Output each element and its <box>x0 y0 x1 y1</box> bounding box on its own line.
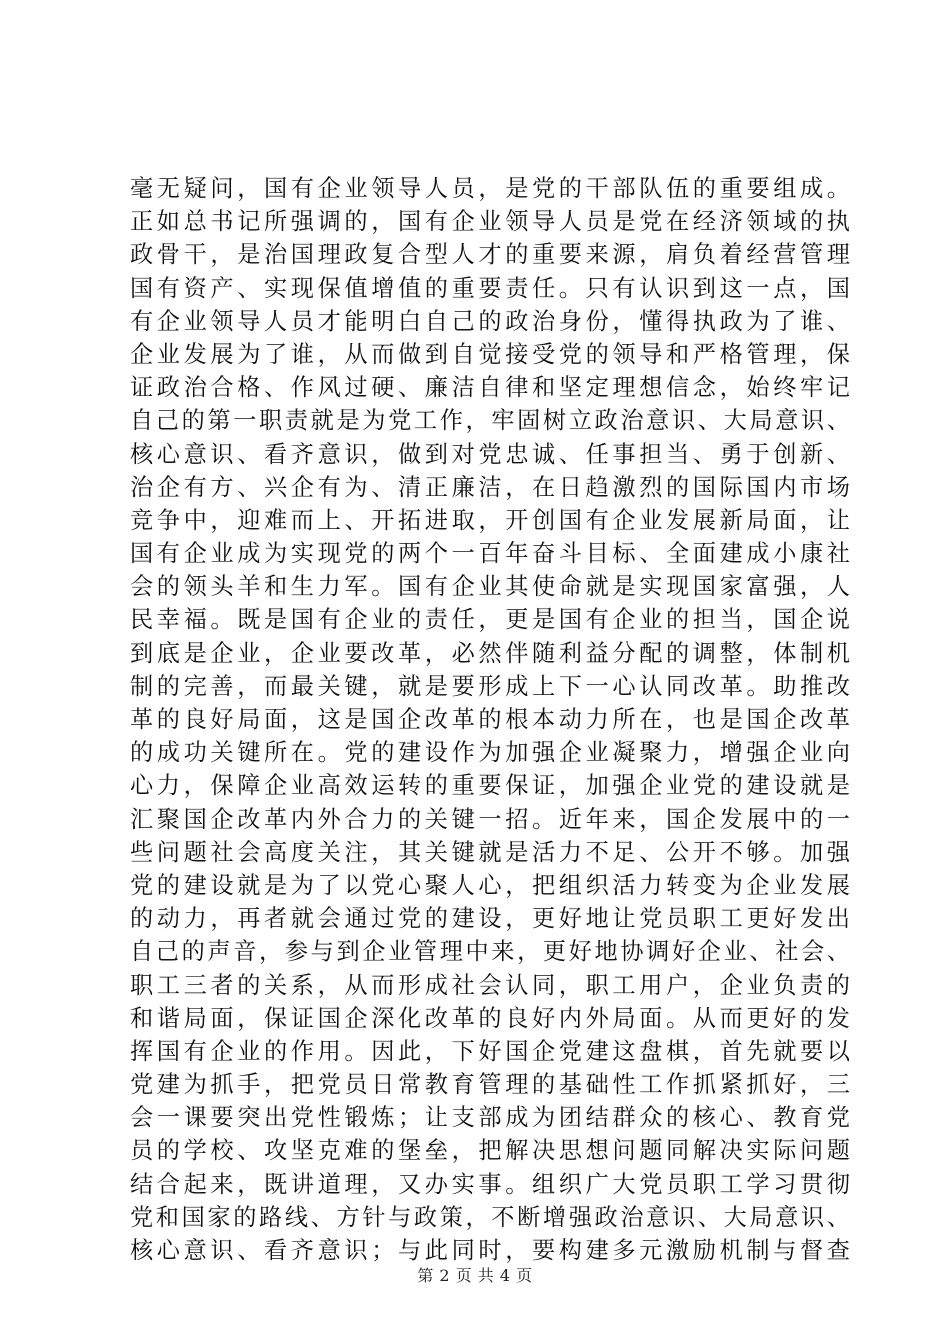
text-line: 到底是企业，企业要改革，必然伴随利益分配的调整，体制机 <box>130 639 850 667</box>
text-line: 治企有方、兴企有为、清正廉洁，在日趋激烈的国际国内市场 <box>130 473 850 501</box>
text-line: 国有企业成为实现党的两个一百年奋斗目标、全面建成小康社 <box>130 540 850 568</box>
text-line: 汇聚国企改革内外合力的关键一招。近年来，国企发展中的一 <box>130 805 850 833</box>
text-line: 制的完善，而最关键，就是要形成上下一心认同改革。助推改 <box>130 672 850 700</box>
text-line: 革的良好局面，这是国企改革的根本动力所在，也是国企改革 <box>130 706 850 733</box>
text-line: 核心意识、看齐意识，做到对党忠诚、任事担当、勇于创新、 <box>130 440 850 468</box>
text-line: 民幸福。既是国有企业的责任，更是国有企业的担当，国企说 <box>130 606 850 634</box>
text-line: 和谐局面，保证国企深化改革的良好内外局面。从而更好的发 <box>130 1004 850 1032</box>
text-line: 职工三者的关系，从而形成社会认同，职工用户，企业负责的 <box>130 971 850 999</box>
text-line: 竞争中，迎难而上、开拓进取，开创国有企业发展新局面，让 <box>130 506 850 534</box>
text-line: 些问题社会高度关注，其关键就是活力不足、公开不够。加强 <box>130 838 850 866</box>
text-line: 有企业领导人员才能明白自己的政治身份，懂得执政为了谁、 <box>130 307 850 335</box>
text-line: 核心意识、看齐意识；与此同时，要构建多元激励机制与督查 <box>130 1237 850 1264</box>
text-line: 企业发展为了谁，从而做到自觉接受党的领导和严格管理，保 <box>130 340 850 368</box>
text-line: 党和国家的路线、方针与政策，不断增强政治意识、大局意识、 <box>130 1203 850 1231</box>
text-line: 员的学校、攻坚克难的堡垒，把解决思想问题同解决实际问题 <box>130 1137 850 1165</box>
text-line: 国有资产、实现保值增值的重要责任。只有认识到这一点，国 <box>130 274 850 302</box>
text-line: 自己的第一职责就是为党工作，牢固树立政治意识、大局意识、 <box>130 407 850 435</box>
text-line: 心力，保障企业高效运转的重要保证，加强企业党的建设就是 <box>130 772 850 800</box>
text-line: 结合起来，既讲道理，又办实事。组织广大党员职工学习贯彻 <box>130 1170 850 1198</box>
text-line: 毫无疑问，国有企业领导人员，是党的干部队伍的重要组成。 <box>130 175 850 202</box>
text-line: 正如总书记所强调的，国有企业领导人员是党在经济领域的执 <box>130 208 850 236</box>
text-line: 会的领头羊和生力军。国有企业其使命就是实现国家富强，人 <box>130 573 850 601</box>
page-number-footer: 第 2 页 共 4 页 <box>417 1266 533 1285</box>
text-line: 的动力，再者就会通过党的建设，更好地让党员职工更好发出 <box>130 905 850 933</box>
text-line: 的成功关键所在。党的建设作为加强企业凝聚力，增强企业向 <box>130 739 850 767</box>
body-text <box>130 172 850 1267</box>
text-line: 挥国有企业的作用。因此，下好国企党建这盘棋，首先就要以 <box>130 1037 850 1065</box>
text-line: 证政治合格、作风过硬、廉洁自律和坚定理想信念，始终牢记 <box>130 374 850 402</box>
text-line: 政骨干，是治国理政复合型人才的重要来源，肩负着经营管理 <box>130 241 850 269</box>
text-line: 会一课要突出党性锻炼；让支部成为团结群众的核心、教育党 <box>130 1104 850 1132</box>
text-line: 党建为抓手，把党员日常教育管理的基础性工作抓紧抓好，三 <box>130 1071 850 1099</box>
text-line: 自己的声音，参与到企业管理中来，更好地协调好企业、社会、 <box>130 938 850 966</box>
text-line: 党的建设就是为了以党心聚人心，把组织活力转变为企业发展 <box>130 871 850 899</box>
